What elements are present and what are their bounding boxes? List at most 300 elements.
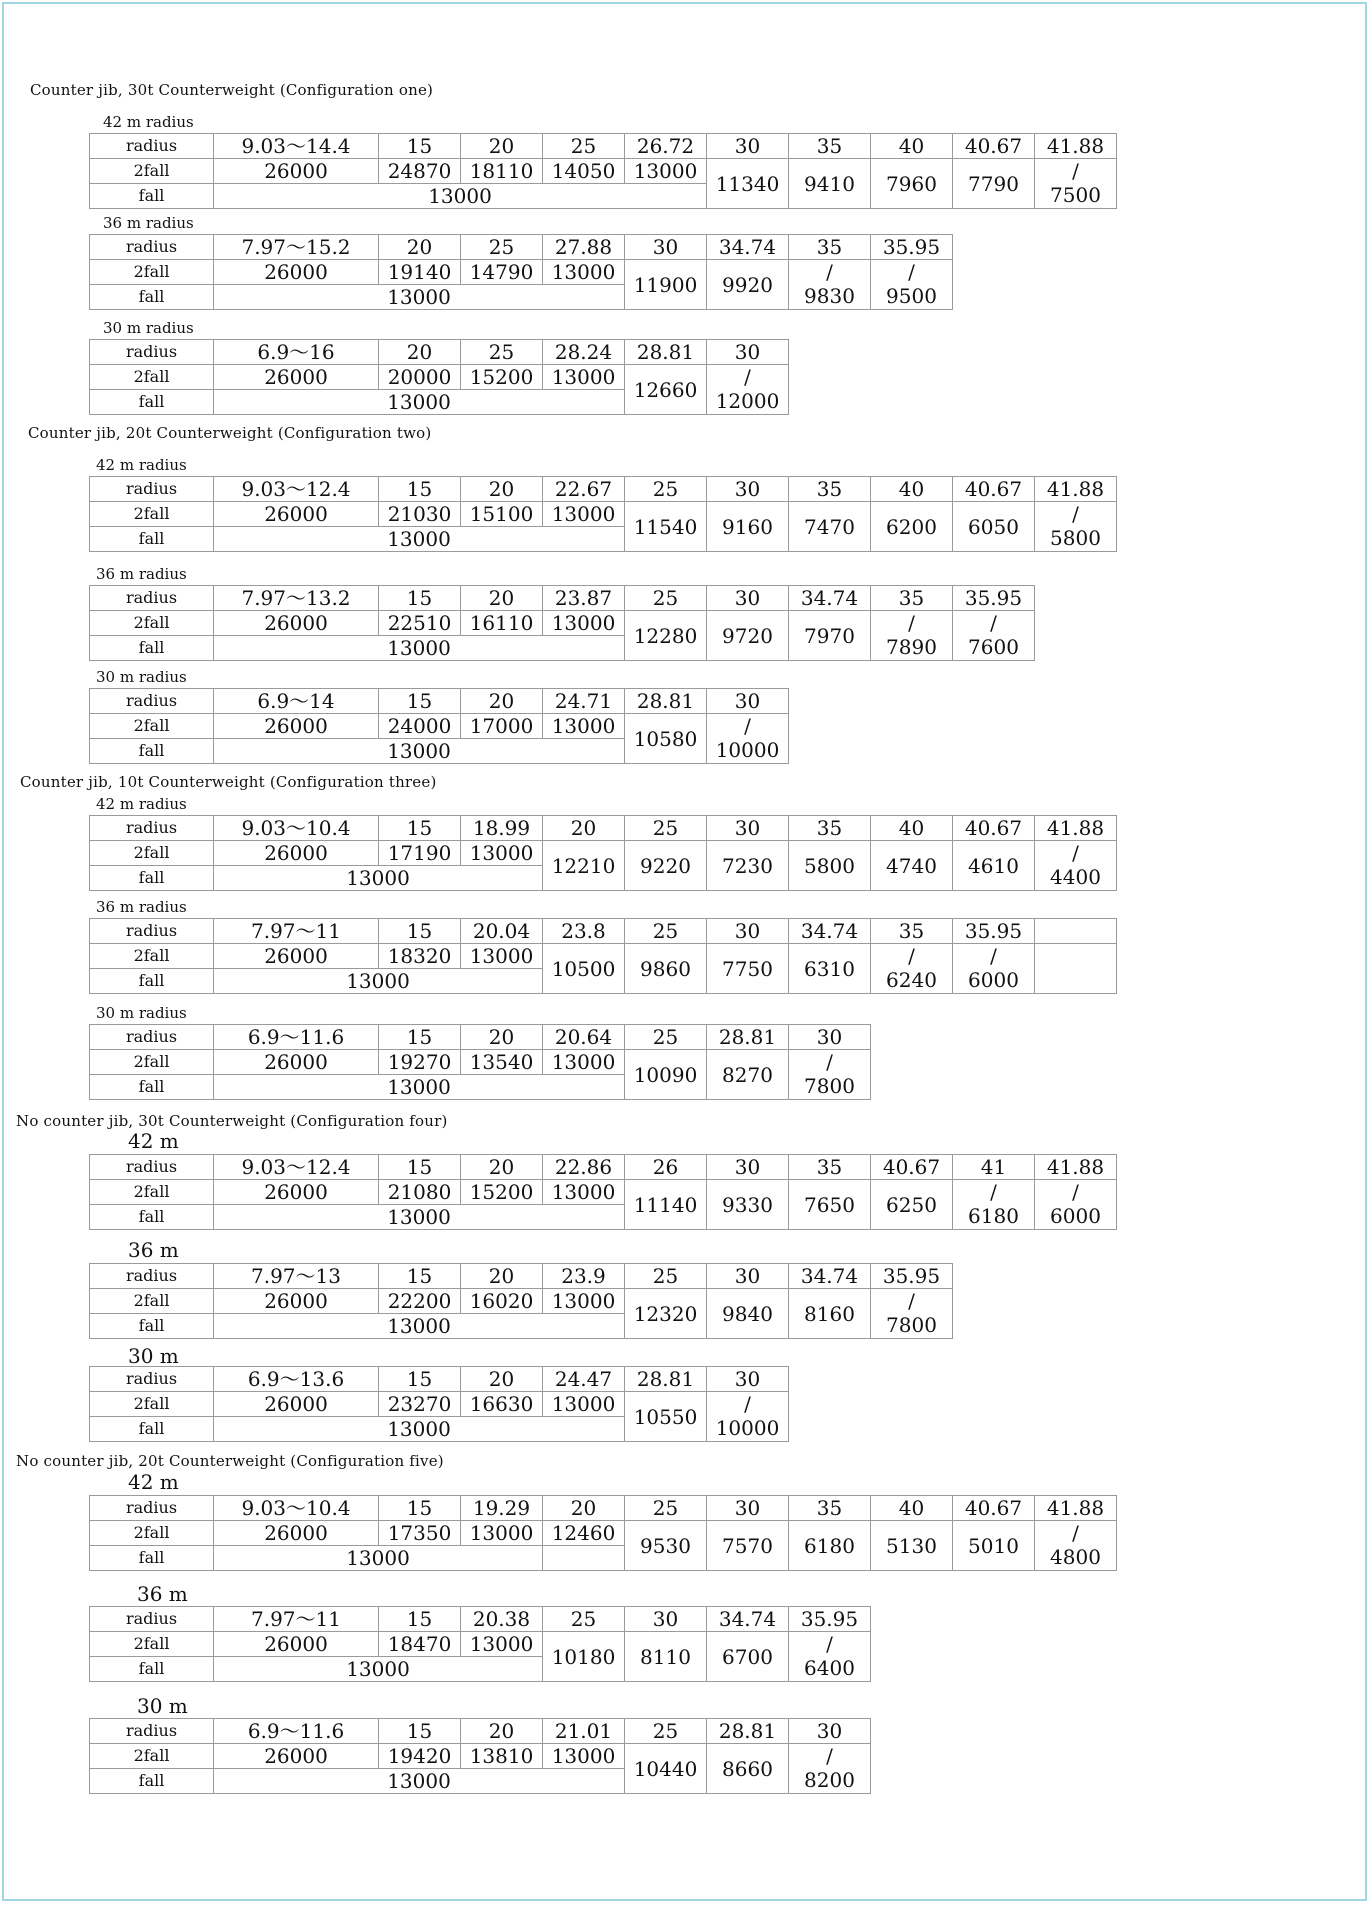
radius-cell: 9.03～12.4 [214,477,379,502]
load-value-cell: 10500 [543,944,625,994]
radius-cell: 22.86 [543,1155,625,1180]
load-value-cell: 9160 [707,502,789,552]
radius-cell: 6.9～13.6 [214,1367,379,1392]
two-fall-row [90,1392,789,1417]
load-value-cell: 7750 [707,944,789,994]
two-fall-cell: 13000 [543,1050,625,1075]
two-fall-cell: 13000 [543,502,625,527]
load-value-cell [707,714,789,764]
two-fall-na-slash: / [744,1392,751,1416]
fall-value: 10000 [715,1416,780,1440]
two-fall-cell: 13000 [461,1521,543,1546]
load-table [89,1495,1117,1571]
fall-value: 6000 [968,968,1019,992]
two-fall-na-slash: / [1072,159,1079,183]
fall-value: 8200 [804,1768,855,1792]
row-header-fall: fall [90,1657,214,1682]
row-header-fall: fall [90,866,214,891]
configuration-title: Counter jib, 30t Counterweight (Configuration one) [30,81,434,99]
two-fall-cell: 13000 [543,611,625,636]
radius-cell: 22.67 [543,477,625,502]
radius-cell: 19.29 [461,1496,543,1521]
load-value-cell: 6310 [789,944,871,994]
load-value-cell: 9720 [707,611,789,661]
radius-cell: 20 [379,235,461,260]
row-header-2fall: 2fall [90,159,214,184]
load-value-cell: 6050 [953,502,1035,552]
load-value-cell: 7970 [789,611,871,661]
jib-length-label: 30 m radius [96,1004,187,1022]
radius-row [90,235,953,260]
two-fall-row [90,611,1035,636]
fall-value: 7600 [968,635,1019,659]
radius-cell: 35.95 [871,235,953,260]
radius-cell: 20 [461,586,543,611]
radius-cell: 25 [625,816,707,841]
radius-cell: 30 [707,689,789,714]
radius-cell: 23.8 [543,919,625,944]
radius-cell: 30 [707,1155,789,1180]
row-header-fall: fall [90,636,214,661]
load-value-cell: 8160 [789,1289,871,1339]
two-fall-cell: 26000 [214,611,379,636]
radius-cell: 40 [871,816,953,841]
radius-row [90,477,1117,502]
two-fall-cell: 13000 [543,260,625,285]
radius-cell: 7.97～11 [214,919,379,944]
two-fall-cell: 13000 [543,1392,625,1417]
jib-length-label: 42 m [128,1129,179,1153]
radius-cell: 20.64 [543,1025,625,1050]
radius-cell: 30 [707,1496,789,1521]
two-fall-cell: 14790 [461,260,543,285]
two-fall-cell: 26000 [214,1050,379,1075]
jib-length-label: 36 m radius [103,214,194,232]
radius-cell: 35 [789,477,871,502]
load-table [89,476,1117,552]
two-fall-row [90,714,789,739]
jib-length-label: 36 m radius [96,565,187,583]
jib-length-label: 36 m [128,1238,179,1262]
radius-cell: 30 [789,1025,871,1050]
two-fall-cell: 13540 [461,1050,543,1075]
fall-merged-cell: 13000 [214,1657,543,1682]
radius-cell: 30 [707,134,789,159]
radius-cell: 25 [625,1496,707,1521]
two-fall-na-slash: / [1072,841,1079,865]
load-value-cell: 8270 [707,1050,789,1100]
fall-value: 7800 [804,1074,855,1098]
row-header-2fall: 2fall [90,1521,214,1546]
empty-cell [1035,944,1117,994]
two-fall-cell: 13000 [543,1744,625,1769]
two-fall-cell: 13000 [543,365,625,390]
two-fall-row [90,1521,1117,1546]
fall-value: 7800 [886,1313,937,1337]
row-header-2fall: 2fall [90,1392,214,1417]
radius-cell: 35.95 [953,586,1035,611]
radius-cell: 18.99 [461,816,543,841]
radius-cell: 26 [625,1155,707,1180]
row-header-radius: radius [90,1607,214,1632]
fall-value: 5800 [1050,526,1101,550]
row-header-2fall: 2fall [90,365,214,390]
two-fall-cell: 12460 [543,1521,625,1546]
two-fall-na-slash: / [908,1289,915,1313]
fall-merged-cell: 13000 [214,285,625,310]
radius-row [90,816,1117,841]
row-header-fall: fall [90,969,214,994]
radius-cell: 28.81 [625,689,707,714]
load-value-cell: 6200 [871,502,953,552]
row-header-2fall: 2fall [90,841,214,866]
radius-row [90,1025,871,1050]
row-header-fall: fall [90,527,214,552]
radius-cell: 30 [625,1607,707,1632]
row-header-fall: fall [90,1314,214,1339]
two-fall-cell: 26000 [214,502,379,527]
two-fall-cell: 19140 [379,260,461,285]
radius-cell: 6.9～16 [214,340,379,365]
radius-cell: 20 [461,689,543,714]
load-value-cell [871,944,953,994]
two-fall-cell: 23270 [379,1392,461,1417]
jib-length-label: 30 m [128,1344,179,1368]
fall-merged-cell: 13000 [214,390,625,415]
radius-cell: 28.24 [543,340,625,365]
row-header-fall: fall [90,1075,214,1100]
load-value-cell: 4740 [871,841,953,891]
load-value-cell: 5800 [789,841,871,891]
row-header-radius: radius [90,919,214,944]
two-fall-na-slash: / [908,944,915,968]
two-fall-cell: 15200 [461,365,543,390]
two-fall-cell: 19420 [379,1744,461,1769]
radius-cell: 6.9～11.6 [214,1719,379,1744]
radius-cell: 15 [379,816,461,841]
radius-cell: 34.74 [707,1607,789,1632]
load-value-cell: 6180 [789,1521,871,1571]
radius-cell: 34.74 [707,235,789,260]
two-fall-cell: 19270 [379,1050,461,1075]
row-header-fall: fall [90,1769,214,1794]
load-table [89,1263,953,1339]
load-value-cell: 12280 [625,611,707,661]
load-table [89,815,1117,891]
load-value-cell: 9410 [789,159,871,209]
radius-cell: 23.87 [543,586,625,611]
load-table [89,1366,789,1442]
two-fall-cell: 13000 [543,1180,625,1205]
load-value-cell: 6700 [707,1632,789,1682]
fall-merged-cell: 13000 [214,1205,625,1230]
fall-merged-cell: 13000 [214,1075,625,1100]
two-fall-row [90,944,1117,969]
load-value-cell: 8660 [707,1744,789,1794]
radius-cell: 30 [707,816,789,841]
jib-length-label: 30 m radius [96,668,187,686]
radius-cell: 6.9～14 [214,689,379,714]
two-fall-na-slash: / [908,260,915,284]
two-fall-cell: 13000 [461,944,543,969]
radius-cell: 20 [543,1496,625,1521]
row-header-fall: fall [90,1417,214,1442]
radius-cell: 24.71 [543,689,625,714]
radius-cell: 35 [789,134,871,159]
two-fall-row [90,502,1117,527]
fall-value: 9830 [804,284,855,308]
radius-cell: 34.74 [789,919,871,944]
row-header-radius: radius [90,1367,214,1392]
load-value-cell [789,1050,871,1100]
radius-cell: 40.67 [953,816,1035,841]
row-header-fall: fall [90,739,214,764]
load-value-cell: 7650 [789,1180,871,1230]
load-value-cell [789,1744,871,1794]
load-value-cell: 7470 [789,502,871,552]
jib-length-label: 42 m radius [103,113,194,131]
two-fall-cell: 26000 [214,1289,379,1314]
jib-length-label: 36 m [137,1582,188,1606]
two-fall-cell: 26000 [214,159,379,184]
row-header-2fall: 2fall [90,502,214,527]
radius-cell: 20 [379,340,461,365]
jib-length-label: 36 m radius [96,898,187,916]
row-header-radius: radius [90,1025,214,1050]
row-header-2fall: 2fall [90,1180,214,1205]
load-value-cell [1035,159,1117,209]
load-value-cell [1035,1180,1117,1230]
row-header-radius: radius [90,1496,214,1521]
configuration-title: Counter jib, 20t Counterweight (Configuration two) [28,424,432,442]
load-value-cell [953,1180,1035,1230]
two-fall-cell: 16630 [461,1392,543,1417]
load-value-cell [871,260,953,310]
jib-length-label: 42 m radius [96,456,187,474]
radius-cell: 24.47 [543,1367,625,1392]
radius-cell: 15 [379,1496,461,1521]
radius-cell: 35 [789,1496,871,1521]
radius-cell: 15 [379,1025,461,1050]
radius-cell: 27.88 [543,235,625,260]
load-table [89,133,1117,209]
row-header-2fall: 2fall [90,1050,214,1075]
load-value-cell: 9860 [625,944,707,994]
load-table [89,339,789,415]
row-header-radius: radius [90,1719,214,1744]
load-value-cell [1035,502,1117,552]
load-value-cell: 10550 [625,1392,707,1442]
two-fall-cell: 22510 [379,611,461,636]
load-value-cell: 9330 [707,1180,789,1230]
radius-cell: 20.38 [461,1607,543,1632]
row-header-fall: fall [90,285,214,310]
radius-cell: 9.03～12.4 [214,1155,379,1180]
two-fall-cell: 26000 [214,1392,379,1417]
load-value-cell: 11540 [625,502,707,552]
radius-cell: 25 [625,919,707,944]
load-value-cell: 7570 [707,1521,789,1571]
radius-cell: 15 [379,689,461,714]
radius-cell: 21.01 [543,1719,625,1744]
radius-cell: 9.03～14.4 [214,134,379,159]
load-value-cell: 7790 [953,159,1035,209]
radius-cell: 25 [543,134,625,159]
radius-cell: 25 [625,586,707,611]
two-fall-cell: 18470 [379,1632,461,1657]
radius-cell: 28.81 [625,340,707,365]
load-value-cell: 4610 [953,841,1035,891]
fall-merged-cell: 13000 [214,969,543,994]
load-value-cell: 9840 [707,1289,789,1339]
two-fall-na-slash: / [826,260,833,284]
radius-cell: 30 [707,477,789,502]
two-fall-row [90,1289,953,1314]
two-fall-na-slash: / [826,1632,833,1656]
fall-value: 12000 [715,389,780,413]
two-fall-cell: 26000 [214,365,379,390]
jib-length-label: 30 m [137,1694,188,1718]
radius-cell: 15 [379,919,461,944]
load-table [89,1154,1117,1230]
two-fall-cell: 26000 [214,260,379,285]
radius-cell: 40.67 [953,1496,1035,1521]
radius-cell: 20 [461,1155,543,1180]
radius-cell: 15 [379,477,461,502]
fall-merged-cell: 13000 [214,866,543,891]
radius-cell: 30 [625,235,707,260]
radius-cell: 35.95 [789,1607,871,1632]
radius-cell: 41.88 [1035,1496,1117,1521]
radius-cell: 30 [707,1264,789,1289]
two-fall-row [90,1744,871,1769]
radius-cell: 20 [461,477,543,502]
load-value-cell [953,611,1035,661]
fall-value: 6180 [968,1204,1019,1228]
radius-row [90,1264,953,1289]
two-fall-cell: 24870 [379,159,461,184]
load-value-cell [789,1632,871,1682]
row-header-2fall: 2fall [90,260,214,285]
radius-cell: 20.04 [461,919,543,944]
two-fall-cell: 13000 [543,1289,625,1314]
fall-value: 6400 [804,1656,855,1680]
radius-cell: 15 [379,1264,461,1289]
radius-cell: 35 [789,816,871,841]
two-fall-cell: 13000 [543,714,625,739]
load-value-cell: 12320 [625,1289,707,1339]
load-value-cell: 11900 [625,260,707,310]
radius-row [90,1607,871,1632]
row-header-radius: radius [90,586,214,611]
load-value-cell: 6250 [871,1180,953,1230]
radius-cell: 26.72 [625,134,707,159]
two-fall-cell: 15200 [461,1180,543,1205]
radius-cell: 40.67 [953,134,1035,159]
jib-length-label: 42 m [128,1470,179,1494]
fall-value: 4800 [1050,1545,1101,1569]
two-fall-cell: 16020 [461,1289,543,1314]
load-value-cell: 9220 [625,841,707,891]
load-value-cell: 10440 [625,1744,707,1794]
row-header-radius: radius [90,1155,214,1180]
radius-cell: 20 [461,1025,543,1050]
radius-cell: 15 [379,1367,461,1392]
radius-cell: 23.9 [543,1264,625,1289]
load-value-cell [707,365,789,415]
load-table [89,688,789,764]
row-header-radius: radius [90,1264,214,1289]
configuration-title: Counter jib, 10t Counterweight (Configuration three) [20,773,437,791]
two-fall-cell: 14050 [543,159,625,184]
two-fall-na-slash: / [990,611,997,635]
radius-cell: 28.81 [707,1719,789,1744]
row-header-fall: fall [90,1205,214,1230]
two-fall-na-slash: / [1072,1521,1079,1545]
two-fall-cell: 15100 [461,502,543,527]
row-header-fall: fall [90,1546,214,1571]
two-fall-na-slash: / [908,611,915,635]
radius-cell: 30 [707,340,789,365]
fall-value: 6240 [886,968,937,992]
load-value-cell: 10180 [543,1632,625,1682]
radius-cell: 15 [379,1607,461,1632]
load-value-cell: 11340 [707,159,789,209]
two-fall-cell: 13000 [461,841,543,866]
load-value-cell: 7960 [871,159,953,209]
radius-cell: 25 [543,1607,625,1632]
radius-cell: 7.97～11 [214,1607,379,1632]
radius-cell: 40.67 [871,1155,953,1180]
radius-row [90,340,789,365]
two-fall-cell: 22200 [379,1289,461,1314]
load-value-cell [789,260,871,310]
configuration-title: No counter jib, 30t Counterweight (Configuration four) [16,1112,448,1130]
load-value-cell [871,611,953,661]
radius-cell: 15 [379,1719,461,1744]
empty-cell [543,1546,625,1571]
two-fall-na-slash: / [826,1050,833,1074]
radius-row [90,1496,1117,1521]
two-fall-row [90,1180,1117,1205]
row-header-2fall: 2fall [90,944,214,969]
radius-cell: 30 [707,919,789,944]
load-table [89,918,1117,994]
two-fall-row [90,841,1117,866]
two-fall-cell: 20000 [379,365,461,390]
fall-value: 7890 [886,635,937,659]
radius-cell: 41.88 [1035,816,1117,841]
radius-cell: 15 [379,134,461,159]
two-fall-cell: 26000 [214,1632,379,1657]
row-header-2fall: 2fall [90,1744,214,1769]
two-fall-row [90,159,1117,184]
radius-cell: 7.97～13 [214,1264,379,1289]
two-fall-cell: 17350 [379,1521,461,1546]
load-table [89,1024,871,1100]
load-value-cell: 5010 [953,1521,1035,1571]
row-header-radius: radius [90,816,214,841]
fall-merged-cell: 13000 [214,527,625,552]
load-value-cell [1035,1521,1117,1571]
load-table [89,1606,871,1682]
row-header-2fall: 2fall [90,611,214,636]
fall-value: 4400 [1050,865,1101,889]
two-fall-na-slash: / [1072,502,1079,526]
two-fall-cell: 16110 [461,611,543,636]
row-header-radius: radius [90,689,214,714]
load-value-cell: 9920 [707,260,789,310]
